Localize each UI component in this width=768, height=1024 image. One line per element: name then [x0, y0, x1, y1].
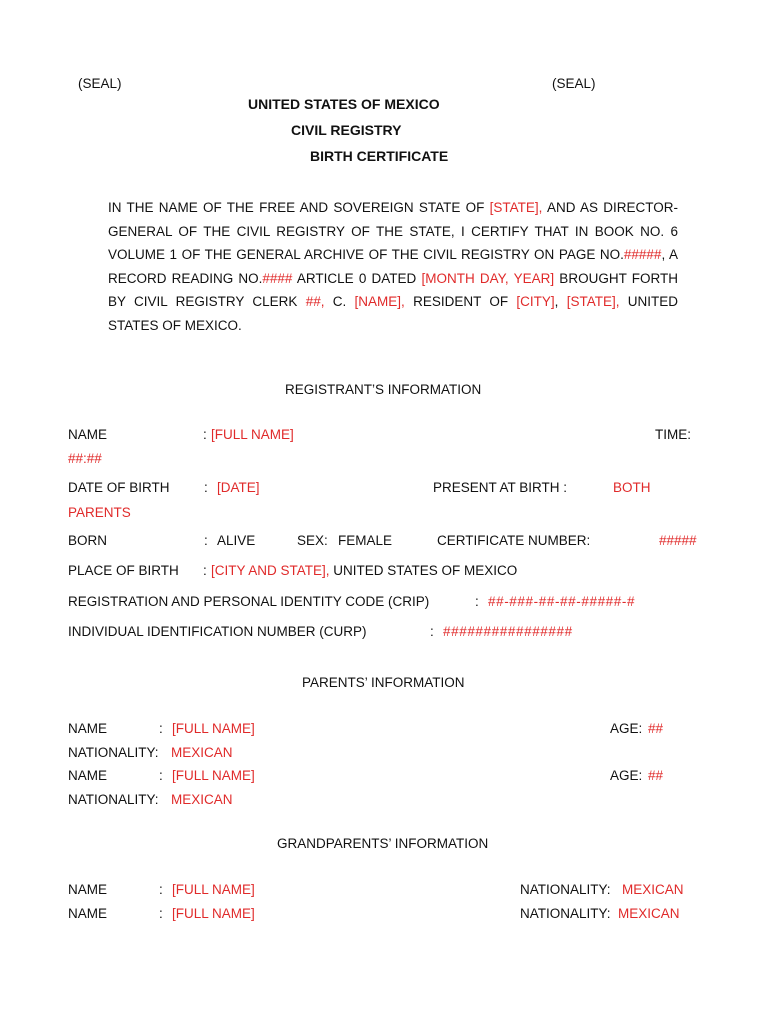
para-city: [CITY] — [516, 294, 555, 310]
parent-age-value: ## — [648, 768, 664, 783]
parent-name-value: [FULL NAME] — [172, 721, 255, 736]
separator: : — [475, 594, 479, 609]
registrant-present-value: BOTH — [613, 480, 651, 495]
registrant-born-label: BORN — [68, 533, 108, 548]
registrant-crip-label: REGISTRATION AND PERSONAL IDENTITY CODE (CRIP) — [68, 594, 430, 609]
registrant-born-value: ALIVE — [217, 533, 256, 548]
parent-nationality-label: NATIONALITY: — [68, 792, 159, 807]
registrant-present-label: PRESENT AT BIRTH : — [433, 480, 568, 495]
para-name: [NAME], — [354, 294, 405, 310]
seal-left: (SEAL) — [78, 76, 122, 91]
grandparent-name-value: [FULL NAME] — [172, 906, 255, 921]
grandparent-nationality-label: NATIONALITY: — [520, 906, 611, 921]
para-page-number: ##### — [623, 247, 662, 263]
header-registry: CIVIL REGISTRY — [291, 122, 402, 138]
section-title-grandparents: GRANDPARENTS’ INFORMATION — [277, 836, 489, 851]
parent-age-label: AGE: — [610, 721, 643, 736]
parent-age-value: ## — [648, 721, 664, 736]
para-text: IN THE NAME OF THE FREE AND SOVEREIGN STATE OF — [108, 200, 490, 215]
grandparent-nationality-value: MEXICAN — [618, 906, 680, 921]
grandparent-nationality-label: NATIONALITY: — [520, 882, 611, 897]
para-text: AND AS DIRECTOR-GENERAL OF THE CIVIL REGISTRY OF THE STATE, I CERTIFY THAT IN BOOK NO. 6 VOLUME 1 OF THE GENERAL ARCHIVE OF THE CIVIL REGISTRY ON PAGE NO. — [108, 200, 678, 263]
para-text: C. — [324, 294, 355, 310]
registrant-curp-value: ################ — [443, 624, 573, 639]
registrant-pob-country: UNITED STATES OF MEXICO — [329, 563, 518, 578]
grandparent-name-label: NAME — [68, 882, 108, 897]
separator: : — [204, 533, 208, 548]
registrant-present-value-cont: PARENTS — [68, 505, 131, 520]
header-document-title: BIRTH CERTIFICATE — [310, 148, 449, 164]
para-record-number: #### — [262, 270, 293, 286]
para-text: , — [554, 294, 567, 310]
separator: : — [430, 624, 434, 639]
para-text: RESIDENT OF — [404, 294, 517, 310]
parent-name-label: NAME — [68, 768, 108, 783]
registrant-sex-value: FEMALE — [338, 533, 393, 548]
registrant-cert-value: ##### — [659, 533, 697, 548]
para-clerk: ##, — [305, 294, 325, 310]
header-country: UNITED STATES OF MEXICO — [248, 96, 440, 112]
para-text: ARTICLE 0 DATED — [292, 270, 422, 286]
separator: : — [204, 480, 208, 495]
para-text: BROUGHT FORTH BY CIVIL REGISTRY CLERK — [108, 270, 678, 310]
registrant-cert-label: CERTIFICATE NUMBER: — [437, 533, 591, 548]
registrant-pob-line — [211, 563, 517, 578]
registrant-dob-value: [DATE] — [217, 480, 260, 495]
parent-name-value: [FULL NAME] — [172, 768, 255, 783]
registrant-dob-label: DATE OF BIRTH — [68, 480, 170, 495]
grandparent-name-label: NAME — [68, 906, 108, 921]
certification-paragraph — [108, 196, 678, 338]
registrant-name-value: [FULL NAME] — [211, 427, 294, 442]
separator: : — [203, 563, 207, 578]
seal-right: (SEAL) — [552, 76, 596, 91]
para-state: [STATE], — [489, 200, 543, 215]
parent-age-label: AGE: — [610, 768, 643, 783]
parent-name-label: NAME — [68, 721, 108, 736]
registrant-time-label: TIME: — [655, 427, 691, 442]
registrant-sex-label: SEX: — [297, 533, 328, 548]
separator: : — [159, 906, 163, 921]
para-text: , A RECORD READING NO. — [108, 247, 678, 286]
para-text: UNITED STATES OF MEXICO. — [108, 294, 678, 333]
registrant-curp-label: INDIVIDUAL IDENTIFICATION NUMBER (CURP) — [68, 624, 367, 639]
separator: : — [203, 427, 207, 442]
section-title-parents: PARENTS’ INFORMATION — [302, 675, 465, 690]
registrant-time-value: ##:## — [68, 451, 102, 466]
separator: : — [159, 882, 163, 897]
section-title-registrant: REGISTRANT’S INFORMATION — [285, 382, 482, 397]
para-date: [MONTH DAY, YEAR] — [421, 270, 555, 286]
registrant-pob-value: [CITY AND STATE], — [211, 563, 330, 578]
registrant-name-label: NAME — [68, 427, 108, 442]
registrant-pob-label: PLACE OF BIRTH — [68, 563, 179, 578]
grandparent-name-value: [FULL NAME] — [172, 882, 255, 897]
para-state-2: [STATE], — [566, 294, 620, 310]
separator: : — [159, 721, 163, 736]
parent-nationality-value: MEXICAN — [171, 792, 233, 807]
parent-nationality-label: NATIONALITY: — [68, 745, 159, 760]
separator: : — [159, 768, 163, 783]
grandparent-nationality-value: MEXICAN — [622, 882, 684, 897]
registrant-crip-value: ##-###-##-##-#####-# — [488, 594, 636, 609]
parent-nationality-value: MEXICAN — [171, 745, 233, 760]
